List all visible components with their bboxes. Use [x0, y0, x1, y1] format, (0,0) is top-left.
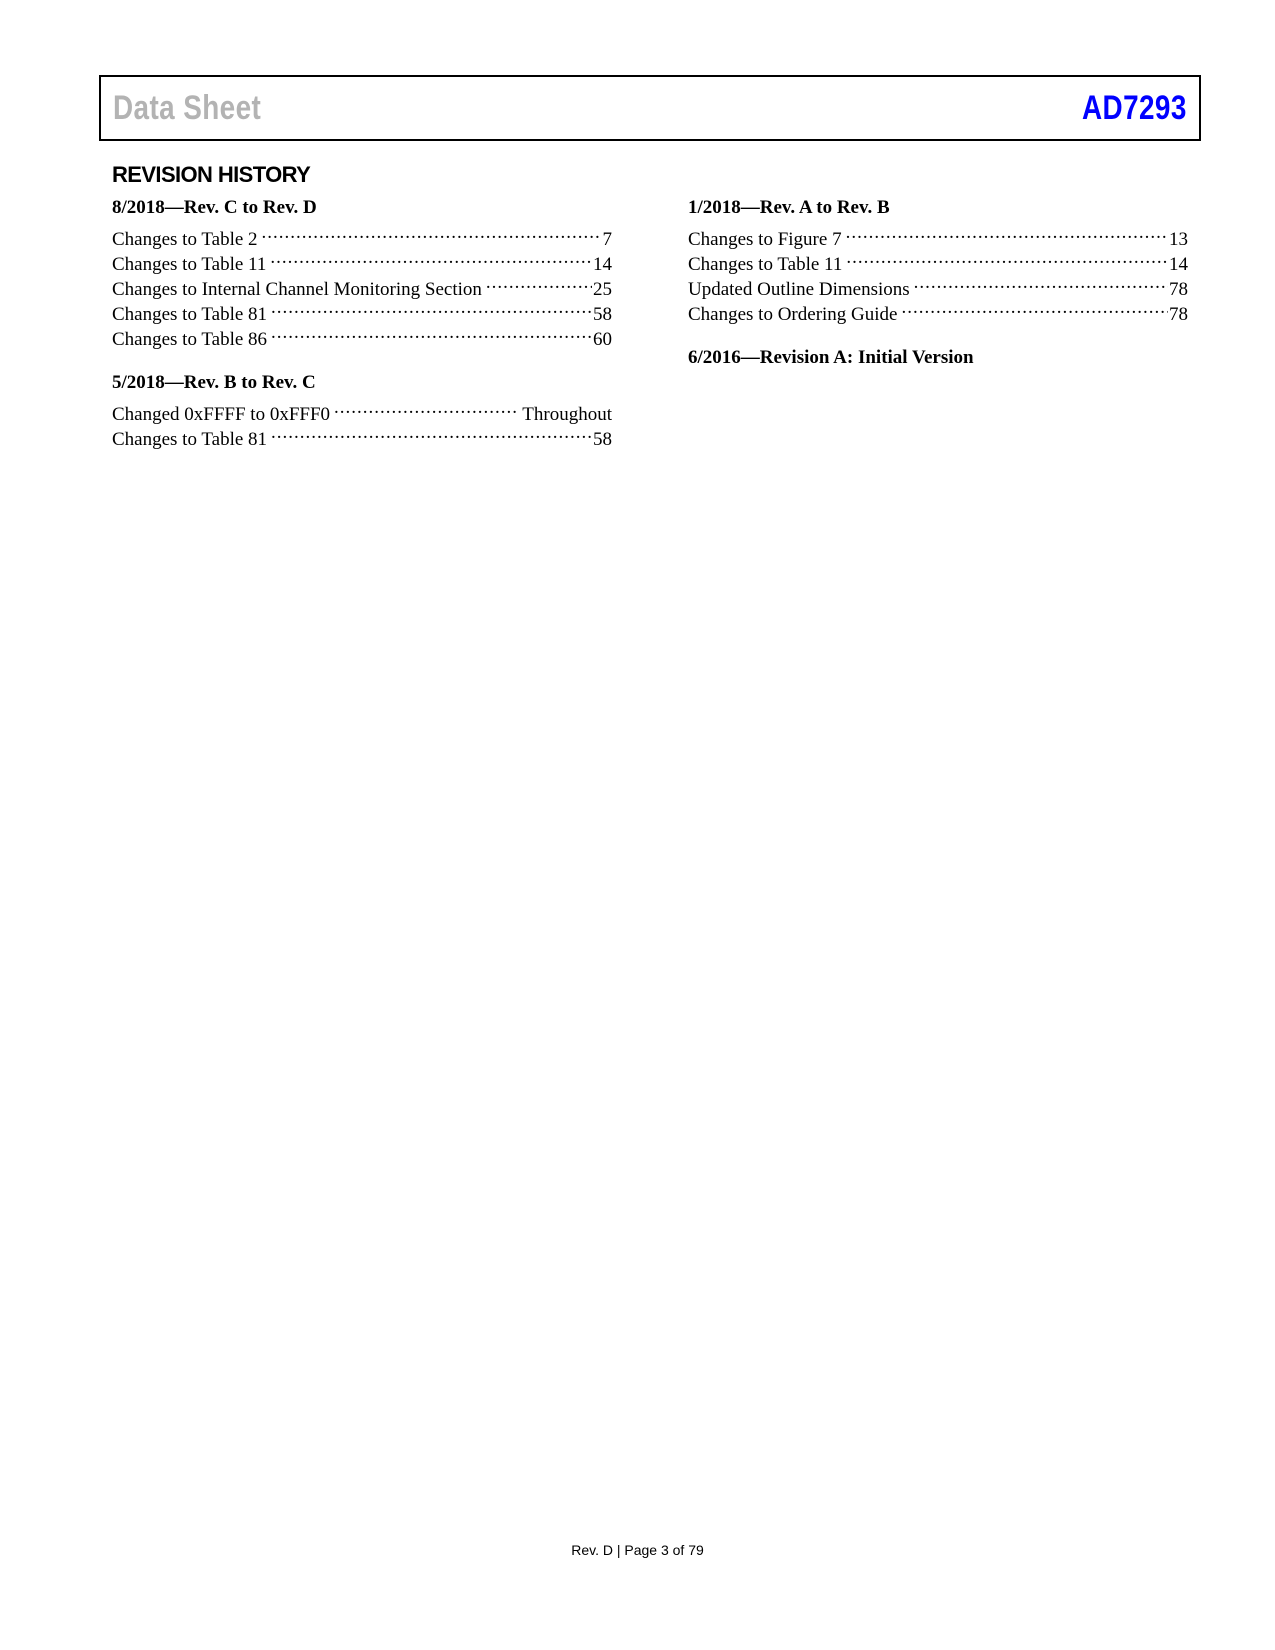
- dot-leader: [270, 245, 592, 270]
- entry-label: Changes to Table 81: [112, 429, 268, 450]
- entry-label: Changes to Table 11: [112, 254, 267, 275]
- revision-group: [688, 195, 1188, 325]
- revision-heading: 6/2016—Revision A: Initial Version: [688, 347, 974, 368]
- revision-column-left: [112, 195, 612, 470]
- page-footer: Rev. D | Page 3 of 79: [571, 1542, 704, 1558]
- revision-column-right: [688, 195, 1188, 395]
- dot-leader: [486, 270, 592, 295]
- entry-page: 58: [593, 304, 612, 325]
- entry-page: 14: [593, 254, 612, 275]
- entry-label: Changes to Internal Channel Monitoring Section: [112, 279, 482, 300]
- revision-entry: [112, 395, 612, 425]
- entry-label: Changes to Table 2: [112, 229, 258, 250]
- dot-leader: [271, 420, 592, 445]
- dot-leader: [914, 270, 1168, 295]
- entry-page: 78: [1169, 279, 1188, 300]
- entry-page: 58: [593, 429, 612, 450]
- entry-page: 13: [1169, 229, 1188, 250]
- entry-label: Changes to Table 86: [112, 329, 268, 350]
- dot-leader: [846, 220, 1168, 245]
- entry-page: Throughout: [522, 404, 612, 425]
- revision-entry: [112, 220, 612, 250]
- section-title: REVISION HISTORY: [112, 162, 311, 187]
- entry-label: Changes to Figure 7: [688, 229, 842, 250]
- entry-page: 60: [593, 329, 612, 350]
- entry-page: 78: [1169, 304, 1188, 325]
- entry-page: 14: [1169, 254, 1188, 275]
- entry-label: Changes to Ordering Guide: [688, 304, 898, 325]
- revision-heading: 1/2018—Rev. A to Rev. B: [688, 197, 890, 218]
- revision-group: [112, 195, 612, 350]
- entry-label: Changes to Table 11: [688, 254, 843, 275]
- entry-label: Changes to Table 81: [112, 304, 268, 325]
- dot-leader: [901, 295, 1168, 320]
- revision-heading: 8/2018—Rev. C to Rev. D: [112, 197, 317, 218]
- page-header: [99, 75, 1201, 141]
- revision-entry: [688, 220, 1188, 250]
- revision-group: [112, 370, 612, 450]
- dot-leader: [262, 220, 602, 245]
- entry-page: 25: [593, 279, 612, 300]
- entry-label: Changed 0xFFFF to 0xFFF0: [112, 404, 331, 425]
- entry-page: 7: [602, 229, 612, 250]
- part-number: AD7293: [1082, 89, 1187, 127]
- dot-leader: [271, 295, 592, 320]
- revision-group: [688, 345, 1188, 370]
- dot-leader: [846, 245, 1168, 270]
- dot-leader: [271, 320, 592, 345]
- revision-heading: 5/2018—Rev. B to Rev. C: [112, 372, 316, 393]
- entry-label: Updated Outline Dimensions: [688, 279, 910, 300]
- dot-leader: [334, 395, 517, 420]
- document-type-title: Data Sheet: [113, 89, 262, 127]
